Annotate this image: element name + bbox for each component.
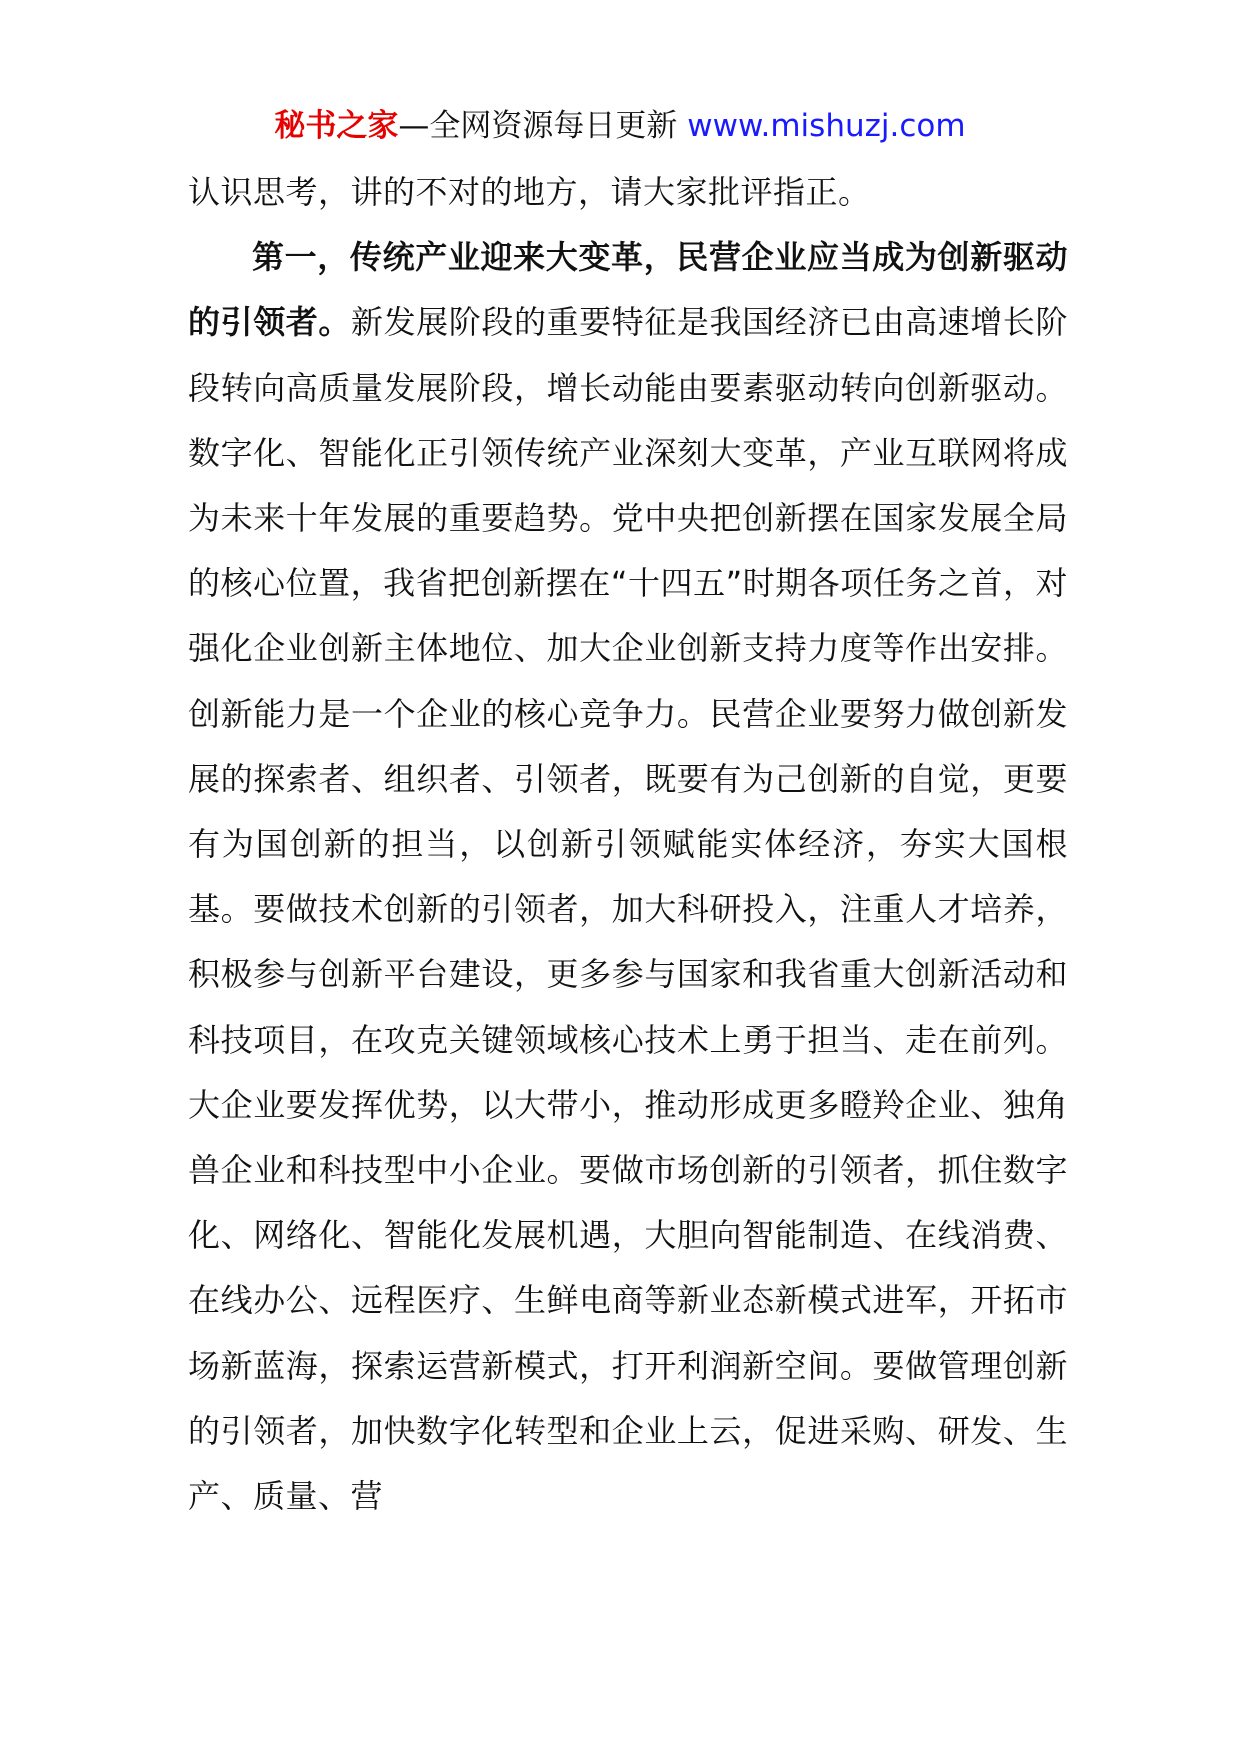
document-body (188, 160, 1068, 1529)
site-url-link[interactable]: www.mishuzj.com (687, 108, 966, 144)
paragraph-first-point (188, 225, 1068, 1529)
header-tagline: —全网资源每日更新 (398, 108, 688, 144)
paragraph-heading: 第一，传统产业迎来大变革，民营企业应当成为创新驱动的引领者。 (188, 238, 1068, 342)
paragraph-body: 新发展阶段的重要特征是我国经济已由高速增长阶段转向高质量发展阶段，增长动能由要素驱动转向创新驱动。数字化、智能化正引领传统产业深刻大变革，产业互联网将成为未来十年发展的重要趋势。党中央把创新摆在国家发展全局的核心位置，我省把创新摆在“十四五”时期各项任务之首，对强化企业创新主体地位、加大企业创新支持力度等作出安排。创新能力是一个企业的核心竞争力。民营企业要努力做创新发展的探索者、组织者、引领者，既要有为己创新的自觉，更要有为国创新的担当，以创新引领赋能实体经济，夯实大国根基。要做技术创新的引领者，加大科研投入，注重人才培养，积极参与创新平台建设，更多参与国家和我省重大创新活动和科技项目，在攻克关键领域核心技术上勇于担当、走在前列。大企业要发挥优势，以大带小，推动形成更多瞪羚企业、独角兽企业和科技型中小企业。要做市场创新的引领者，抓住数字化、网络化、智能化发展机遇，大胆向智能制造、在线消费、在线办公、远程医疗、生鲜电商等新业态新模式进军，开拓市场新蓝海，探索运营新模式，打开利润新空间。要做管理创新的引领者，加快数字化转型和企业上云，促进采购、研发、生产、质量、营 (188, 303, 1068, 1516)
site-header (0, 104, 1240, 148)
paragraph-continuation: 认识思考，讲的不对的地方，请大家批评指正。 (188, 173, 871, 211)
brand-name: 秘书之家 (274, 108, 399, 144)
